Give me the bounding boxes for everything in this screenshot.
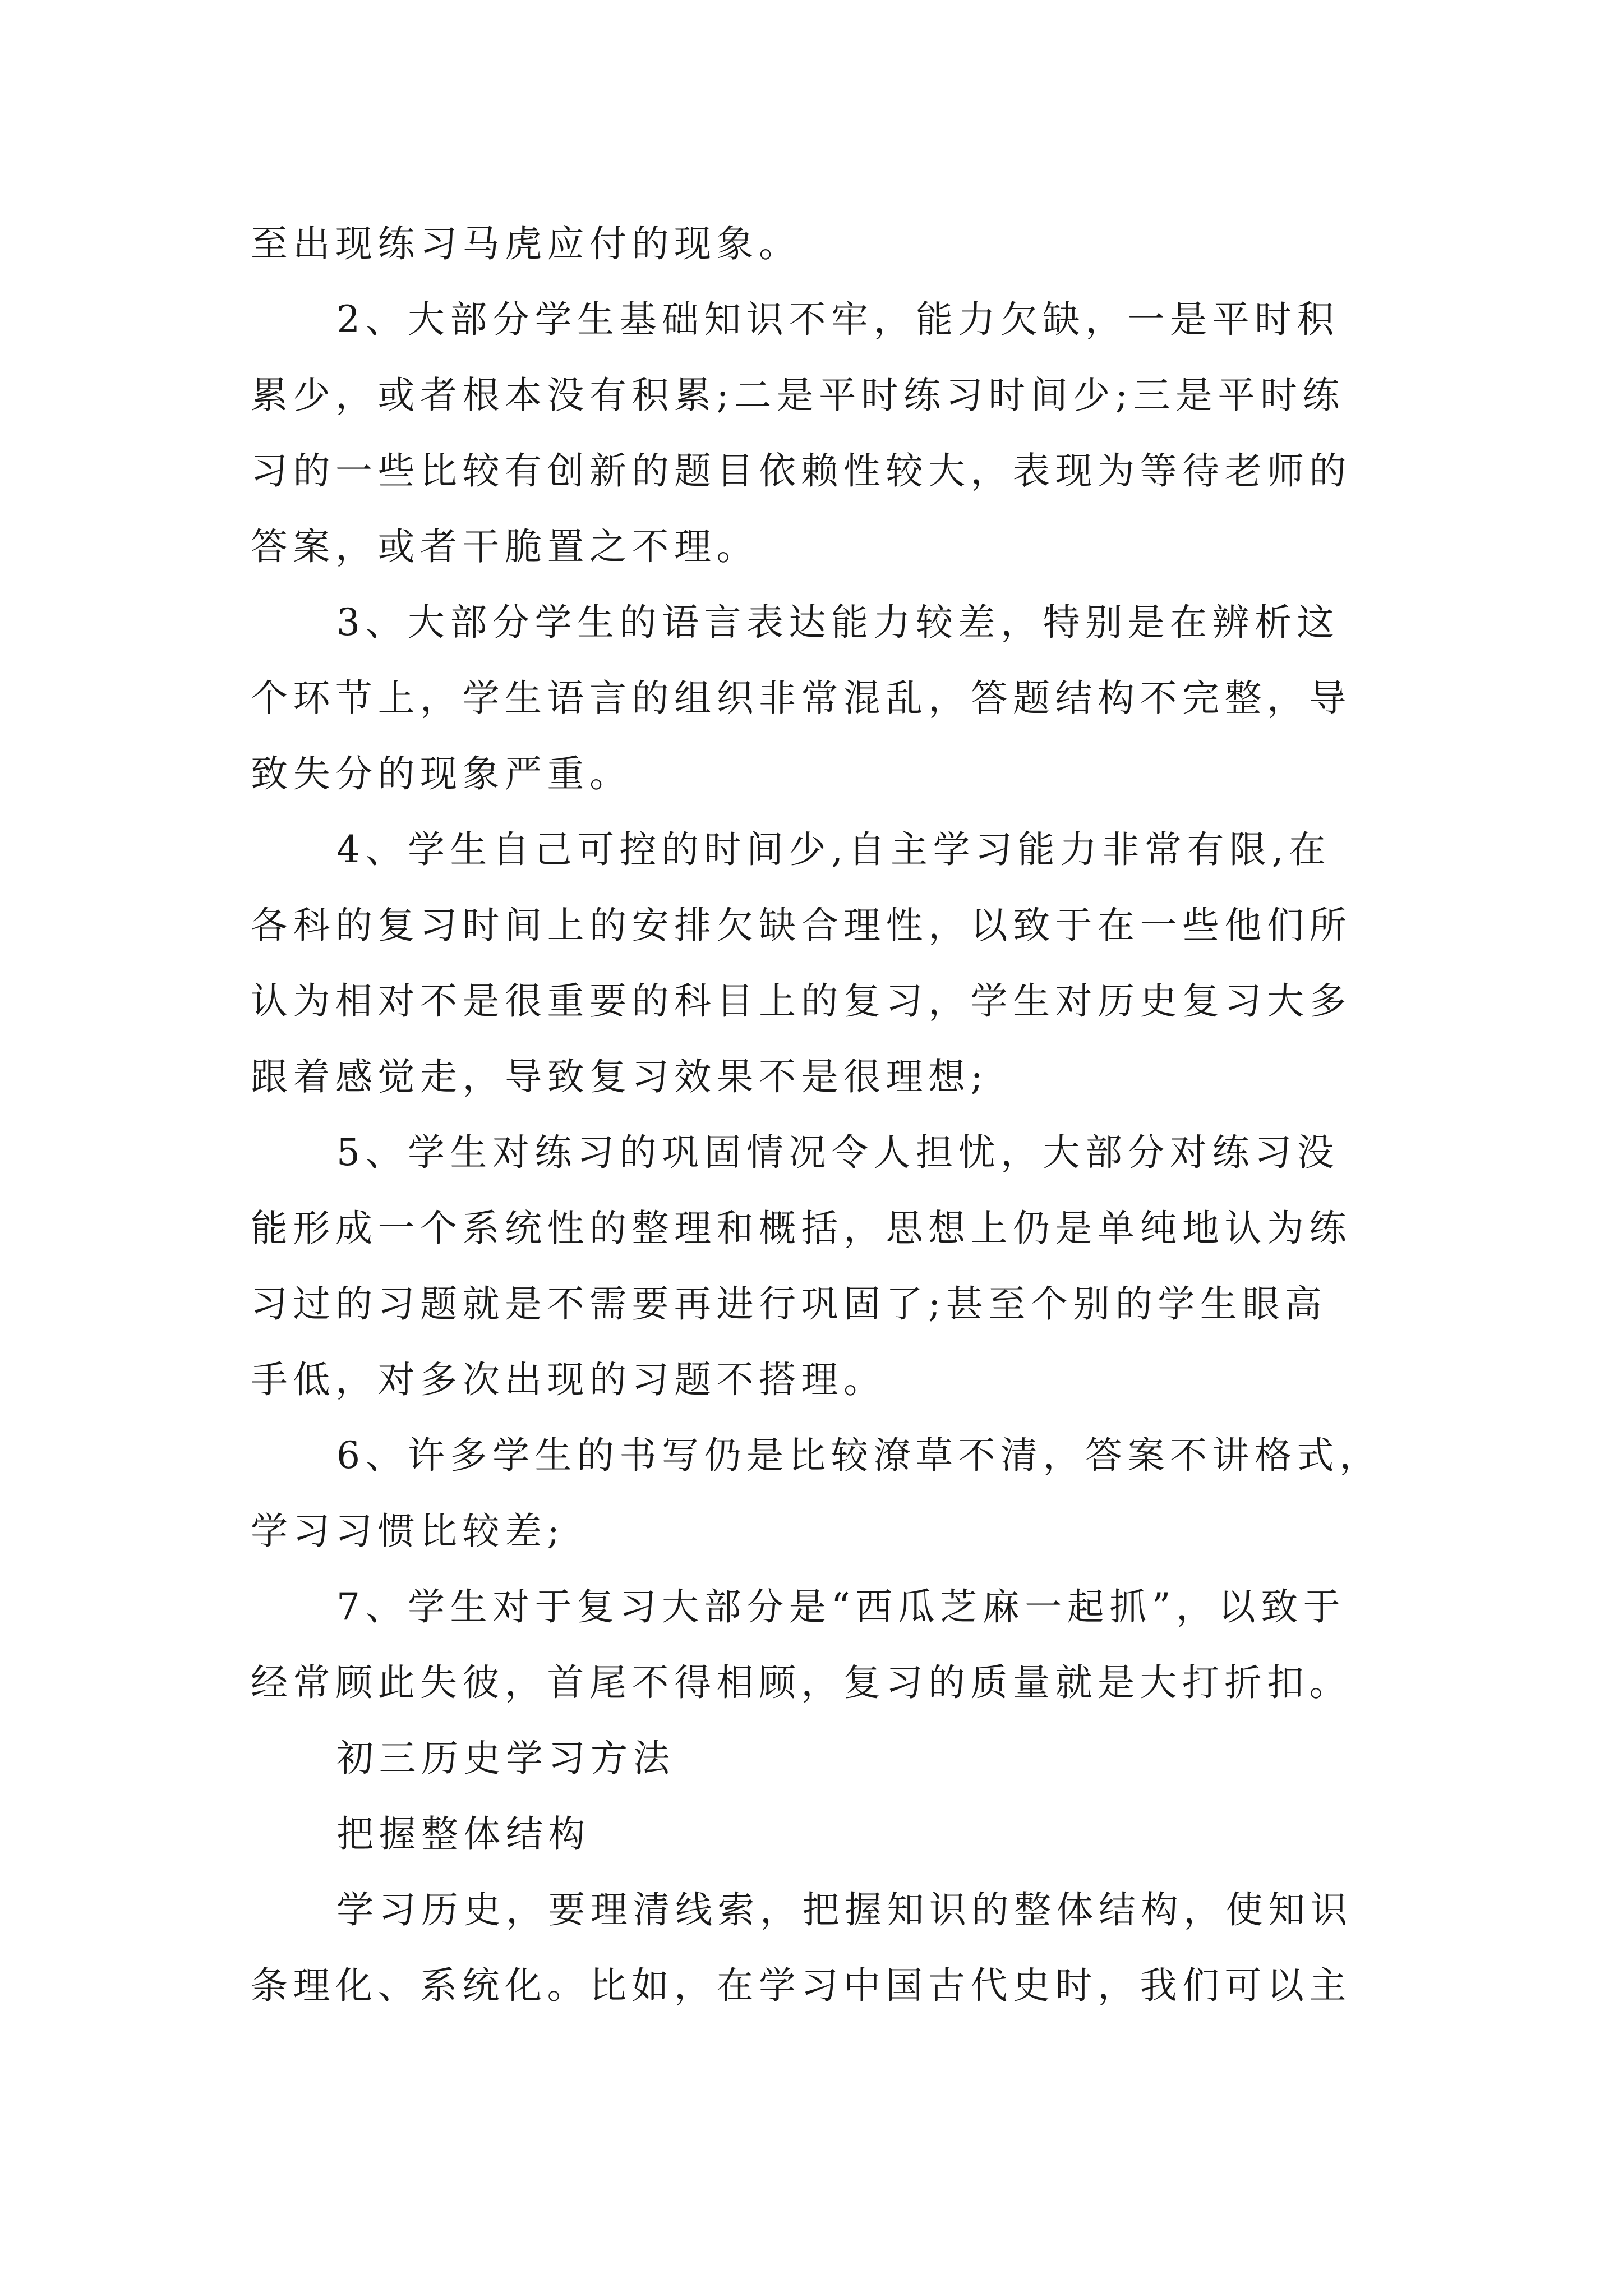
text-line: 各科的复习时间上的安排欠缺合理性，以致于在一些他们所 <box>251 904 1352 947</box>
text-line: 个环节上，学生语言的组织非常混乱，答题结构不完整，导 <box>251 677 1352 720</box>
subsection-heading: 把握整体结构 <box>336 1812 591 1856</box>
text-line: 手低，对多次出现的习题不搭理。 <box>251 1358 886 1401</box>
paragraph-line: 4、学生自己可控的时间少,自主学习能力非常有限,在 <box>336 828 1331 871</box>
text-line: 认为相对不是很重要的科目上的复习，学生对历史复习大多 <box>251 979 1352 1023</box>
paragraph-line: 5、学生对练习的巩固情况令人担忧，大部分对练习没 <box>336 1131 1339 1174</box>
paragraph-line: 6、许多学生的书写仍是比较潦草不清，答案不讲格式， <box>336 1434 1382 1477</box>
paragraph-line: 2、大部分学生基础知识不牢，能力欠缺，一是平时积 <box>336 298 1339 341</box>
text-line: 能形成一个系统性的整理和概括，思想上仍是单纯地认为练 <box>251 1207 1352 1250</box>
text-line: 条理化、系统化。比如，在学习中国古代史时，我们可以主 <box>251 1964 1352 2007</box>
text-line: 答案，或者干脆置之不理。 <box>251 525 759 568</box>
text-line: 经常顾此失彼，首尾不得相顾，复习的质量就是大打折扣。 <box>251 1661 1352 1704</box>
text-line: 至出现练习马虎应付的现象。 <box>251 222 801 265</box>
text-line: 习过的习题就是不需要再进行巩固了;甚至个别的学生眼高 <box>251 1282 1327 1326</box>
text-line: 致失分的现象严重。 <box>251 752 632 795</box>
paragraph-line: 3、大部分学生的语言表达能力较差，特别是在辨析这 <box>336 601 1339 644</box>
section-heading: 初三历史学习方法 <box>336 1737 675 1780</box>
paragraph-line: 学习历史，要理清线索，把握知识的整体结构，使知识 <box>336 1888 1353 1931</box>
text-line: 跟着感觉走，导致复习效果不是很理想; <box>251 1055 989 1098</box>
paragraph-line: 7、学生对于复习大部分是“西瓜芝麻一起抓”，以致于 <box>336 1585 1345 1628</box>
text-line: 习的一些比较有创新的题目依赖性较大，表现为等待老师的 <box>251 449 1352 493</box>
text-line: 累少，或者根本没有积累;二是平时练习时间少;三是平时练 <box>251 374 1345 417</box>
text-line: 学习习惯比较差; <box>251 1510 565 1553</box>
